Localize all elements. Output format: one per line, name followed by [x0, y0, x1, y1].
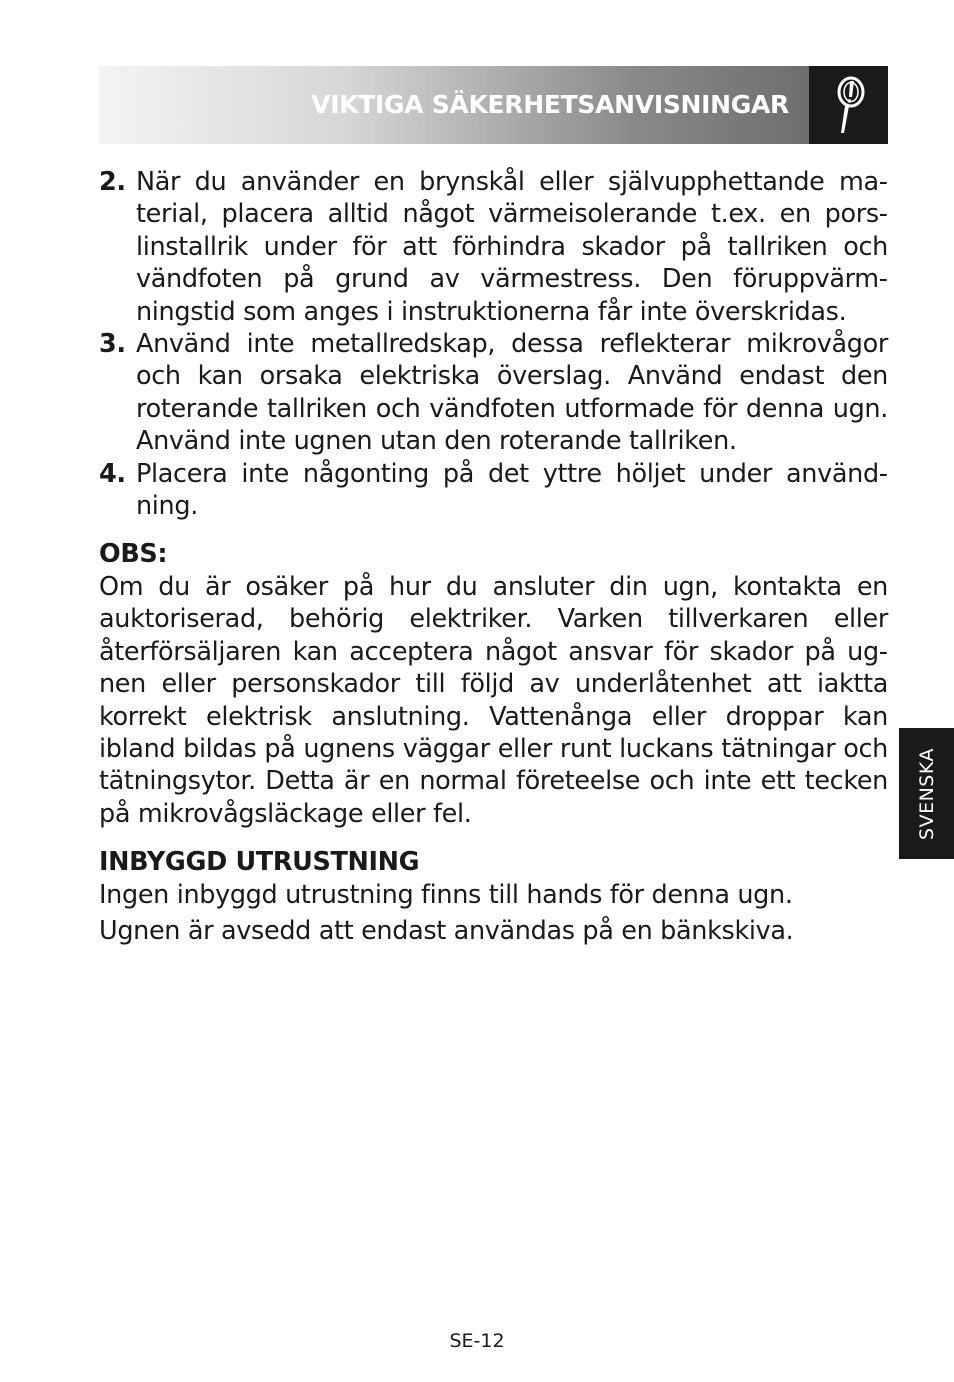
header-icon-box — [809, 66, 888, 144]
section-title: VIKTIGA SÄKERHETSANVISNINGAR — [311, 90, 789, 119]
builtin-line-2: Ugnen är avsedd att endast användas på en bänkskiva. — [99, 915, 794, 946]
list-item-number: 4. — [99, 458, 126, 489]
obs-paragraph: Om du är osäker på hur du ansluter din ugn, kontakta en auktoriserad, behörig elektriker. Varken tillverkaren eller återförsäljaren kan acceptera något ansvar för skador på ugnen eller personskador till följd av underlåtenhet att iaktta korrekt elektrisk anslutning. Vattenånga eller droppar kan ibland bildas på ugnens väggar eller runt luckans tätningar och tätningsytor. Detta är en normal företeelse och inte ett tecken på mikrovågsläckage eller fel. — [99, 571, 888, 829]
list-item-number: 2. — [99, 167, 126, 197]
language-side-tab — [899, 728, 954, 859]
language-label: SVENSKA — [915, 747, 938, 840]
list-item — [99, 166, 888, 328]
builtin-heading: INBYGGD UTRUSTNING — [99, 847, 420, 878]
builtin-line-1: Ingen inbyggd utrustning finns till hands för denna ugn. — [99, 879, 793, 910]
list-item-text: Använd inte metallredskap, dessa reflekterar mikrovågor och kan orsaka elektriska överslag. Använd endast den roterande tallriken och vändfoten utformade för denna ugn. Använd inte ugnen utan den roterande tallriken. — [136, 329, 888, 457]
warning-exclamation-icon — [831, 75, 867, 137]
section-header-bar — [99, 66, 809, 144]
list-item — [99, 458, 888, 523]
list-item — [99, 328, 888, 458]
page-number: SE-12 — [449, 1330, 505, 1352]
page-content — [99, 166, 888, 947]
list-item-text: Placera inte någonting på det yttre höljet under användning. — [136, 458, 888, 522]
obs-heading: OBS: — [99, 539, 168, 570]
list-item-number: 3. — [99, 329, 126, 360]
list-item-text: När du använder en brynskål eller självupphettande material, placera alltid något värmeisolerande t.ex. en porslinstallrik under för att förhindra skador på tallriken och vändfoten på grund av värmestress. Den föruppvärmningstid som anges i instruktionerna får inte överskridas. — [136, 167, 888, 327]
